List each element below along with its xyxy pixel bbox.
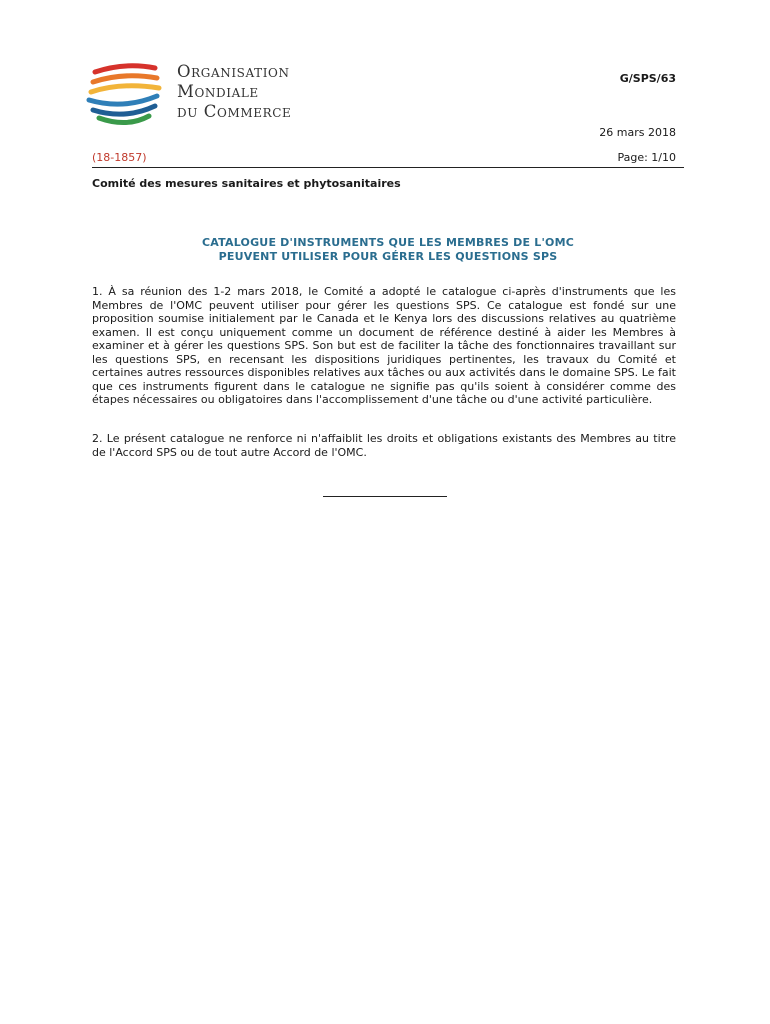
job-number: (18-1857) — [92, 151, 147, 164]
end-divider — [323, 496, 447, 497]
org-name-line: du Commerce — [177, 102, 292, 121]
organisation-name — [177, 62, 291, 122]
paragraph-2: 2. Le présent catalogue ne renforce ni n'affaiblit les droits et obligations existants des Membres au titre de l'Accord SPS ou de tout autre Accord de l'OMC. — [92, 432, 676, 459]
wto-logo — [85, 58, 335, 130]
paragraph-1: 1. À sa réunion des 1-2 mars 2018, le Comité a adopté le catalogue ci-après d'instruments que les Membres de l'OMC peuvent utiliser pour gérer les questions SPS. Ce catalogue est fondé sur une proposition soumise initialement par le Canada et le Kenya lors des discussions relatives au quatrième examen. Il est conçu uniquement comme un document de référence destiné à aider les Membres à examiner et à gérer les questions SPS. Son but est de faciliter la tâche des fonctionnaires travaillant sur les questions SPS, en recensant les dispositions juridiques pertinentes, les travaux du Comité et certaines autres ressources disponibles relatives aux tâches ou aux activités dans le domaine SPS. Le fait que ces instruments figurent dans le catalogue ne signifie pas qu'ils soient à considérer comme des étapes nécessaires ou obligatoires dans l'accomplissement d'une tâche ou d'une activité particulière. — [92, 285, 676, 406]
title-line: CATALOGUE D'INSTRUMENTS QUE LES MEMBRES DE L'OMC — [202, 236, 574, 249]
document-date: 26 mars 2018 — [599, 126, 676, 139]
header-divider — [92, 167, 684, 168]
org-name-line: Mondiale — [177, 82, 259, 101]
document-symbol: G/SPS/63 — [619, 72, 676, 85]
org-name-line: Organisation — [177, 62, 290, 81]
document-title — [92, 236, 684, 264]
page-indicator: Page: 1/10 — [617, 151, 676, 164]
title-line: PEUVENT UTILISER POUR GÉRER LES QUESTIONS SPS — [218, 250, 558, 263]
wto-emblem-icon — [85, 58, 167, 130]
committee-name: Comité des mesures sanitaires et phytosanitaires — [92, 177, 401, 190]
